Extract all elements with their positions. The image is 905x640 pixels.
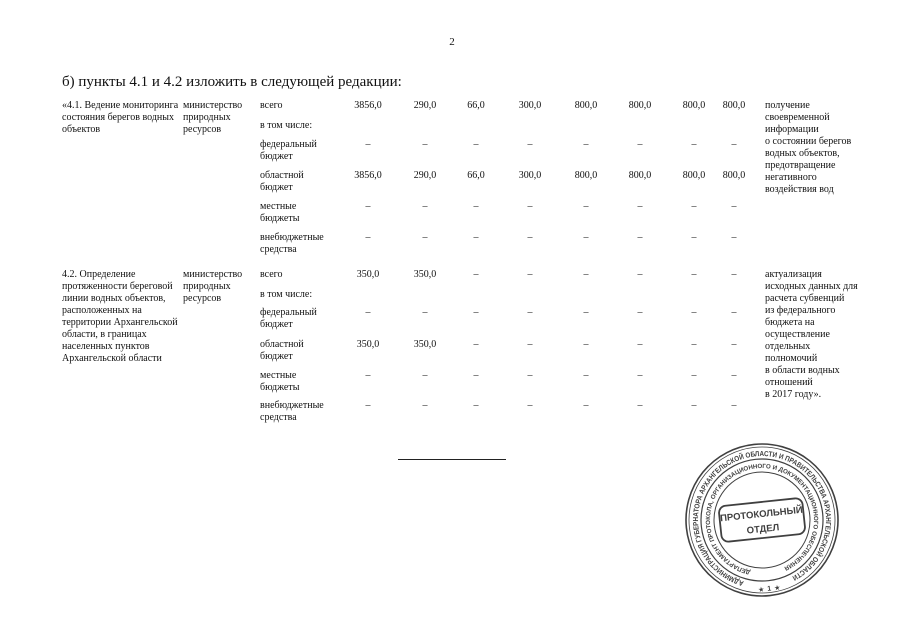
measure-title-line: «4.1. Ведение мониторинга	[62, 100, 179, 111]
funding-amount: –	[527, 139, 533, 150]
measure-expected-result-line: информации	[765, 124, 819, 135]
funding-amount: –	[473, 400, 479, 411]
measure-expected-result-line: в 2017 году».	[765, 389, 822, 400]
funding-source-label-line: бюджет	[260, 182, 293, 193]
official-stamp	[680, 438, 844, 602]
funding-amount: 290,0	[413, 170, 437, 181]
funding-amount: 800,0	[574, 100, 598, 111]
funding-amount: 3856,0	[354, 100, 382, 111]
funding-amount: –	[691, 139, 697, 150]
funding-amount: –	[365, 232, 371, 243]
funding-amount: –	[473, 201, 479, 212]
funding-source-label-line: бюджет	[260, 319, 293, 330]
funding-amount: –	[422, 201, 428, 212]
funding-amount: 800,0	[574, 170, 598, 181]
measure-executor-line: природных	[183, 112, 231, 123]
funding-amount: –	[583, 139, 589, 150]
measure-executor	[183, 269, 242, 305]
funding-source-label	[260, 232, 324, 256]
measure-expected-result-line: отдельных	[765, 341, 811, 352]
measure-expected-result-line: негативного	[765, 172, 817, 183]
funding-amount: –	[637, 400, 643, 411]
measure-expected-result-line: предотвращение	[765, 160, 836, 171]
measure-expected-result-line: в области водных	[765, 365, 840, 376]
funding-amount: –	[637, 139, 643, 150]
funding-amount: –	[731, 232, 737, 243]
funding-amount: –	[731, 269, 737, 280]
funding-amount: –	[365, 400, 371, 411]
funding-source-label-line: областной	[260, 170, 304, 181]
measure-title-line: линии водных объектов,	[62, 293, 166, 304]
measure-title	[62, 269, 178, 365]
funding-amount: 350,0	[413, 269, 437, 280]
measure-title-line: протяженности береговой	[62, 281, 173, 292]
funding-amount: –	[583, 269, 589, 280]
funding-amount: –	[637, 339, 643, 350]
funding-amount: 800,0	[628, 170, 652, 181]
measure-expected-result-line: бюджета на	[765, 317, 815, 328]
funding-amount: 800,0	[682, 100, 706, 111]
measure-title-line: территории Архангельской	[62, 317, 178, 328]
measure-title-line: объектов	[62, 124, 101, 135]
measure-executor-line: министерство	[183, 100, 243, 111]
funding-source-label-line: бюджет	[260, 151, 293, 162]
funding-amount: –	[473, 232, 479, 243]
funding-amount: 3856,0	[354, 170, 382, 181]
funding-source-label-line: федеральный	[260, 139, 317, 150]
funding-source-label-line: в том числе:	[260, 120, 313, 131]
funding-source-label-line: бюджеты	[260, 382, 300, 393]
funding-amount: –	[691, 269, 697, 280]
funding-source-label-line: бюджеты	[260, 213, 300, 224]
funding-source-label	[260, 139, 317, 163]
funding-amount: –	[691, 201, 697, 212]
funding-amount: –	[691, 307, 697, 318]
stamp-center-line-1: ПРОТОКОЛЬНЫЙ	[719, 504, 804, 525]
funding-amount: –	[422, 139, 428, 150]
funding-amount: –	[731, 400, 737, 411]
funding-amount: –	[583, 370, 589, 381]
measure-expected-result-line: из федерального	[765, 305, 836, 316]
funding-amount: 300,0	[518, 100, 542, 111]
funding-amount: –	[527, 339, 533, 350]
measure-expected-result-line: полномочий	[765, 353, 818, 364]
funding-amount: –	[365, 139, 371, 150]
measure-executor-line: природных	[183, 281, 231, 292]
measure-expected-result-line: своевременной	[765, 112, 830, 123]
funding-amount: –	[422, 232, 428, 243]
funding-amount: –	[637, 232, 643, 243]
funding-source-label-line: средства	[260, 412, 297, 423]
funding-amount: –	[473, 307, 479, 318]
funding-amount: –	[365, 307, 371, 318]
stamp-outer-circle	[680, 438, 844, 602]
funding-source-label	[260, 339, 304, 363]
funding-amount: 800,0	[682, 170, 706, 181]
measure-title-line: расположенных на	[62, 305, 142, 316]
measure-title-line: Архангельской области	[62, 353, 162, 364]
funding-amount: –	[731, 201, 737, 212]
amendment-heading: б) пункты 4.1 и 4.2 изложить в следующей редакции:	[62, 74, 402, 90]
funding-source-label-line: местные	[260, 370, 297, 381]
funding-amount: –	[731, 370, 737, 381]
stamp-number: 1	[766, 585, 772, 593]
funding-amount: –	[583, 307, 589, 318]
funding-amount: –	[473, 269, 479, 280]
funding-source-label	[260, 269, 283, 281]
funding-amount: 800,0	[722, 100, 746, 111]
measure-expected-result-line: актуализация	[765, 269, 822, 280]
stamp-center-line-2: ОТДЕЛ	[746, 522, 780, 537]
measure-executor-line: министерство	[183, 269, 243, 280]
funding-source-label-line: в том числе:	[260, 289, 313, 300]
funding-amount: –	[473, 139, 479, 150]
measure-expected-result-line: исходных данных для	[765, 281, 858, 292]
funding-source-label	[260, 307, 317, 331]
measure-expected-result-line: получение	[765, 100, 810, 111]
measure-expected-result-line: осуществление	[765, 329, 830, 340]
funding-source-label	[260, 289, 312, 301]
funding-source-label-line: бюджет	[260, 351, 293, 362]
funding-amount: –	[637, 201, 643, 212]
funding-amount: –	[731, 339, 737, 350]
measure-title-line: 4.2. Определение	[62, 269, 136, 280]
measure-expected-result	[765, 100, 851, 196]
funding-source-label	[260, 370, 299, 394]
measure-expected-result-line: воздействия вод	[765, 184, 834, 195]
funding-amount: –	[691, 370, 697, 381]
funding-amount: –	[365, 201, 371, 212]
funding-amount: –	[691, 400, 697, 411]
funding-source-label-line: областной	[260, 339, 304, 350]
funding-amount: –	[637, 370, 643, 381]
funding-amount: –	[731, 307, 737, 318]
funding-amount: –	[365, 370, 371, 381]
funding-amount: –	[731, 139, 737, 150]
funding-source-label	[260, 201, 299, 225]
funding-source-label-line: всего	[260, 100, 283, 111]
funding-amount: –	[637, 307, 643, 318]
funding-amount: 800,0	[722, 170, 746, 181]
funding-amount: –	[527, 307, 533, 318]
funding-amount: –	[583, 232, 589, 243]
measure-executor-line: ресурсов	[183, 124, 222, 135]
funding-amount: 66,0	[467, 100, 485, 111]
funding-amount: –	[583, 201, 589, 212]
measure-executor-line: ресурсов	[183, 293, 222, 304]
funding-source-label	[260, 170, 304, 194]
measure-executor	[183, 100, 242, 136]
measure-expected-result	[765, 269, 858, 401]
funding-source-label-line: местные	[260, 201, 297, 212]
funding-source-label	[260, 400, 324, 424]
stamp-star-right: ★	[774, 585, 781, 593]
funding-source-label-line: средства	[260, 244, 297, 255]
funding-amount: –	[691, 339, 697, 350]
funding-source-label-line: внебюджетные	[260, 400, 324, 411]
measure-title-line: состояния берегов водных	[62, 112, 175, 123]
funding-source-label-line: внебюджетные	[260, 232, 324, 243]
stamp-inner-ring-text: ДЕПАРТАМЕНТ ПРОТОКОЛА, ОРГАНИЗАЦИОННОГО И ДОКУМЕНТАЦИОННОГО ОБЕСПЕЧЕНИЯ	[704, 462, 820, 576]
measure-expected-result-line: водных объектов,	[765, 148, 840, 159]
funding-source-label-line: всего	[260, 269, 283, 280]
funding-amount: –	[422, 400, 428, 411]
funding-amount: 800,0	[628, 100, 652, 111]
measure-expected-result-line: расчета субвенций	[765, 293, 845, 304]
funding-amount: 66,0	[467, 170, 485, 181]
stamp-outer-ring-text: АДМИНИСТРАЦИЯ ГУБЕРНАТОРА АРХАНГЕЛЬСКОЙ ОБЛАСТИ И ПРАВИТЕЛЬСТВА АРХАНГЕЛЬСКОЙ ОБЛАСТИ	[690, 448, 834, 589]
measure-title	[62, 100, 178, 136]
funding-amount: –	[583, 400, 589, 411]
funding-amount: –	[527, 400, 533, 411]
funding-amount: 290,0	[413, 100, 437, 111]
funding-amount: –	[691, 232, 697, 243]
measure-expected-result-line: о состоянии берегов	[765, 136, 852, 147]
funding-amount: –	[527, 370, 533, 381]
funding-amount: 350,0	[356, 339, 380, 350]
funding-source-label	[260, 100, 283, 112]
page-number: 2	[449, 36, 455, 48]
funding-amount: 350,0	[356, 269, 380, 280]
measure-expected-result-line: отношений	[765, 377, 813, 388]
funding-amount: –	[527, 201, 533, 212]
funding-amount: –	[422, 370, 428, 381]
funding-amount: –	[527, 232, 533, 243]
separator-line	[398, 459, 506, 460]
funding-amount: –	[473, 370, 479, 381]
funding-amount: –	[422, 307, 428, 318]
funding-amount: –	[637, 269, 643, 280]
funding-amount: –	[473, 339, 479, 350]
measure-title-line: области, в границах	[62, 329, 147, 340]
funding-source-label	[260, 120, 312, 132]
funding-source-label-line: федеральный	[260, 307, 317, 318]
stamp-star-left: ★	[758, 587, 765, 594]
measure-title-line: населенных пунктов	[62, 341, 150, 352]
funding-amount: 350,0	[413, 339, 437, 350]
funding-amount: –	[527, 269, 533, 280]
funding-amount: 300,0	[518, 170, 542, 181]
funding-amount: –	[583, 339, 589, 350]
